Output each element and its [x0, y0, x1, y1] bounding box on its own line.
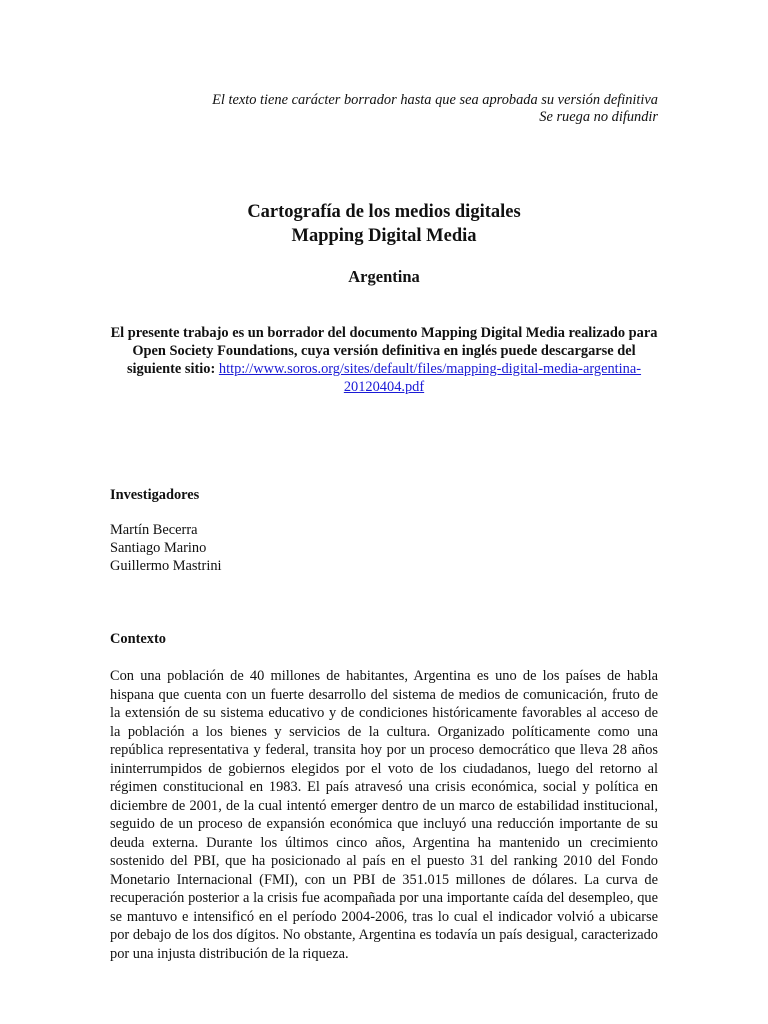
soros-report-link[interactable]: http://www.soros.org/sites/default/files/mapping-digital-media-argentina-20120404.pdf: [218, 361, 642, 395]
researcher-name: Martín Becerra: [110, 522, 198, 538]
draft-notice: [212, 92, 658, 126]
context-paragraph: Con una población de 40 millones de habitantes, Argentina es uno de los países de habla hispana que cuenta con un fuerte desarrollo del sistema de medios de comunicación, fruto de la extensión de su sistema educativo y de condiciones históricamente favorables al acceso de la población a los bienes y servicios de la cultura. Organizado políticamente como una república representativa y federal, transita hoy por un proceso democrático que lleva 28 años ininterrumpidos de gobiernos elegidos por el voto de los ciudadanos, luego del retorno al régimen constitucional en 1983. El país atravesó una crisis económica, social y política en diciembre de 2001, de la cual intentó emerger dentro de un marco de estabilidad institucional, seguido de un proceso de expansión económica que incluyó una reducción importante de su deuda externa. Durante los últimos cinco años, Argentina ha mantenido un crecimiento sostenido del PBI, que ha posicionado al país en el puesto 31 del ranking 2010 del Fondo Monetario Internacional (FMI), con un PBI de 351.015 millones de dólares. La curva de recuperación posterior a la crisis fue acompañada por una importante caída del desempleo, que se mantuvo e intensificó en el período 2004-2006, tras lo cual el indicador volvió a ubicarse por debajo de los dos dígitos. No obstante, Argentina es todavía un país desigual, caracterizado por una injusta distribución de la riqueza.: [110, 668, 658, 962]
document-title: [0, 200, 768, 248]
researchers-list: [110, 521, 222, 575]
draft-notice-line2: Se ruega no difundir: [539, 109, 658, 125]
context-heading: Contexto: [110, 631, 166, 647]
researcher-name: Santiago Marino: [110, 540, 207, 556]
draft-statement: [110, 324, 658, 396]
researcher-name: Guillermo Mastrini: [110, 558, 222, 574]
researchers-heading: Investigadores: [110, 487, 200, 503]
draft-notice-line1: El texto tiene carácter borrador hasta que sea aprobada su versión definitiva: [212, 92, 658, 108]
draft-statement-text: El presente trabajo es un borrador del documento Mapping Digital Media realizado para Open Society Foundations, cuya versión definitiva en inglés puede descargarse del siguiente sitio:: [110, 325, 658, 377]
country-heading: Argentina: [348, 267, 420, 286]
title-spanish: Cartografía de los medios digitales: [247, 202, 521, 222]
title-english: Mapping Digital Media: [291, 226, 477, 246]
